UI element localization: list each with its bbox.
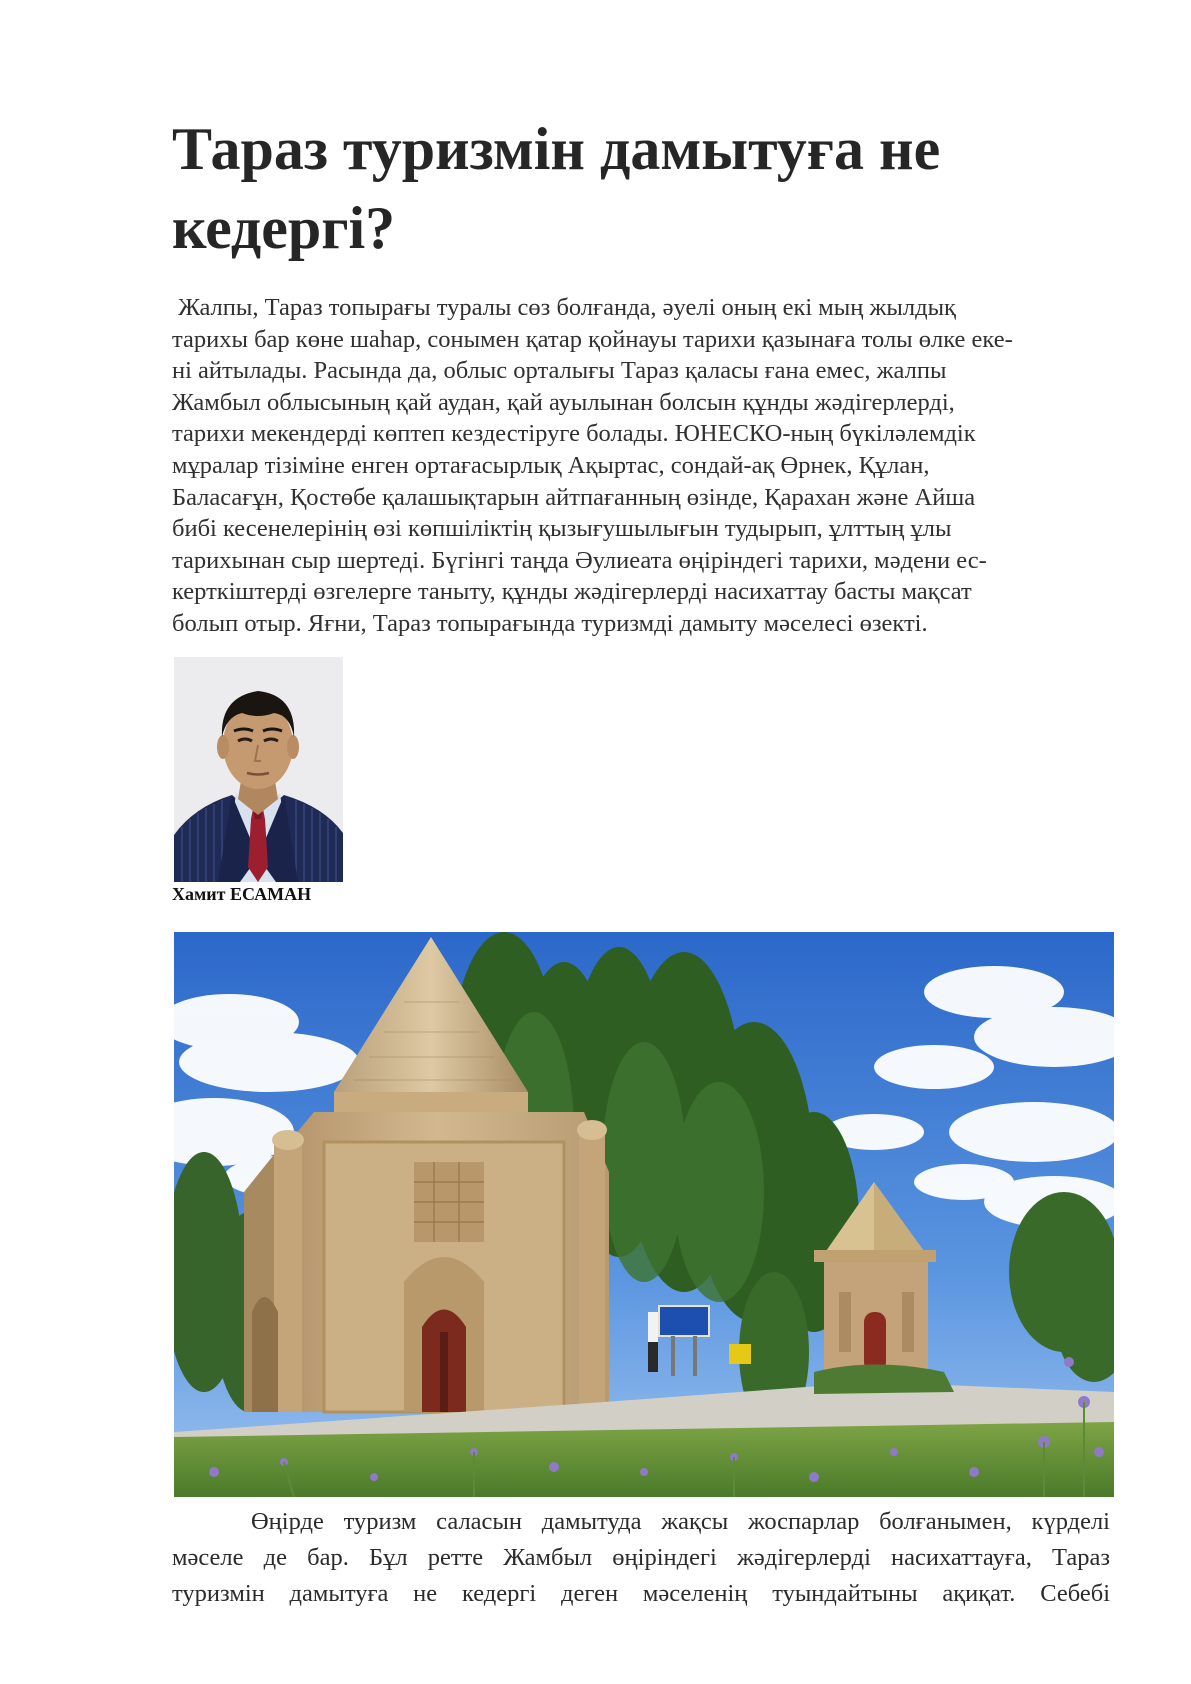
- closing-line-text: Өңірде туризм саласын дамытуда жақсы жоспарлар болғанымен, күрделі: [172, 1508, 1110, 1535]
- lead-line: ні айтылады. Расында да, облыс орталығы Тараз қаласы ғана емес, жалпы: [172, 357, 947, 385]
- closing-line: [172, 1540, 1110, 1576]
- lead-line: Жалпы, Тараз топырағы туралы сөз болғанда, әуелі оның екі мың жылдық: [172, 294, 956, 321]
- closing-line-text: мәселе де бар. Бұл ретте Жамбыл өңіріндегі жәдігерлерді насихаттауға, Тараз: [172, 1544, 1110, 1571]
- author-portrait-illustration: [174, 657, 343, 882]
- article-title-line-1: Тараз туризмін дамытуға не: [172, 116, 941, 182]
- lead-line: болып отыр. Яғни, Тараз топырағында туризмді дамыту мәселесі өзекті.: [172, 609, 928, 637]
- mausoleum-illustration: [174, 932, 1114, 1497]
- lead-line: тарихи мекендерді көптеп кездестіруге болады. ЮНЕСКО-ның бүкіләлемдік: [172, 420, 976, 448]
- closing-paragraph: [172, 1504, 1110, 1612]
- lead-line: керткіштерді өзгелерге таныту, құнды жәдігерлерді насихаттау басты мақсат: [172, 578, 972, 606]
- lead-line: бибі кесенелерінің өзі көпшіліктің қызығушылығын тудырып, ұлттың ұлы: [172, 515, 952, 543]
- lead-line: мұралар тізіміне енген ортағасырлық Ақыртас, сондай-ақ Өрнек, Құлан,: [172, 451, 930, 479]
- article-title-line-2: кедергі?: [172, 195, 396, 261]
- lead-line: Баласағұн, Қостөбе қалашықтарын айтпағанның өзінде, Қарахан және Айша: [172, 483, 976, 511]
- mausoleum-photo: [174, 932, 1114, 1497]
- author-portrait: [174, 657, 343, 882]
- closing-line-text: туризмін дамытуға не кедергі деген мәселенің туындайтыны ақиқат. Себебі: [172, 1580, 1110, 1607]
- closing-line: [172, 1504, 1110, 1540]
- lead-line: тарихынан сыр шертеді. Бүгінгі таңда Әулиеата өңіріндегі тарихи, мәдени ес-: [172, 546, 987, 574]
- author-caption: Хамит ЕСАМАН: [172, 884, 312, 904]
- article-title: [172, 110, 1072, 268]
- lead-line: Жамбыл облысының қай аудан, қай ауылынан болсын құнды жәдігерлерді,: [172, 388, 955, 416]
- closing-line: [172, 1576, 1110, 1612]
- lead-line: тарихы бар көне шаһар, сонымен қатар қойнауы тарихи қазынаға толы өлке еке-: [172, 325, 1013, 353]
- lead-paragraph: [172, 292, 1092, 640]
